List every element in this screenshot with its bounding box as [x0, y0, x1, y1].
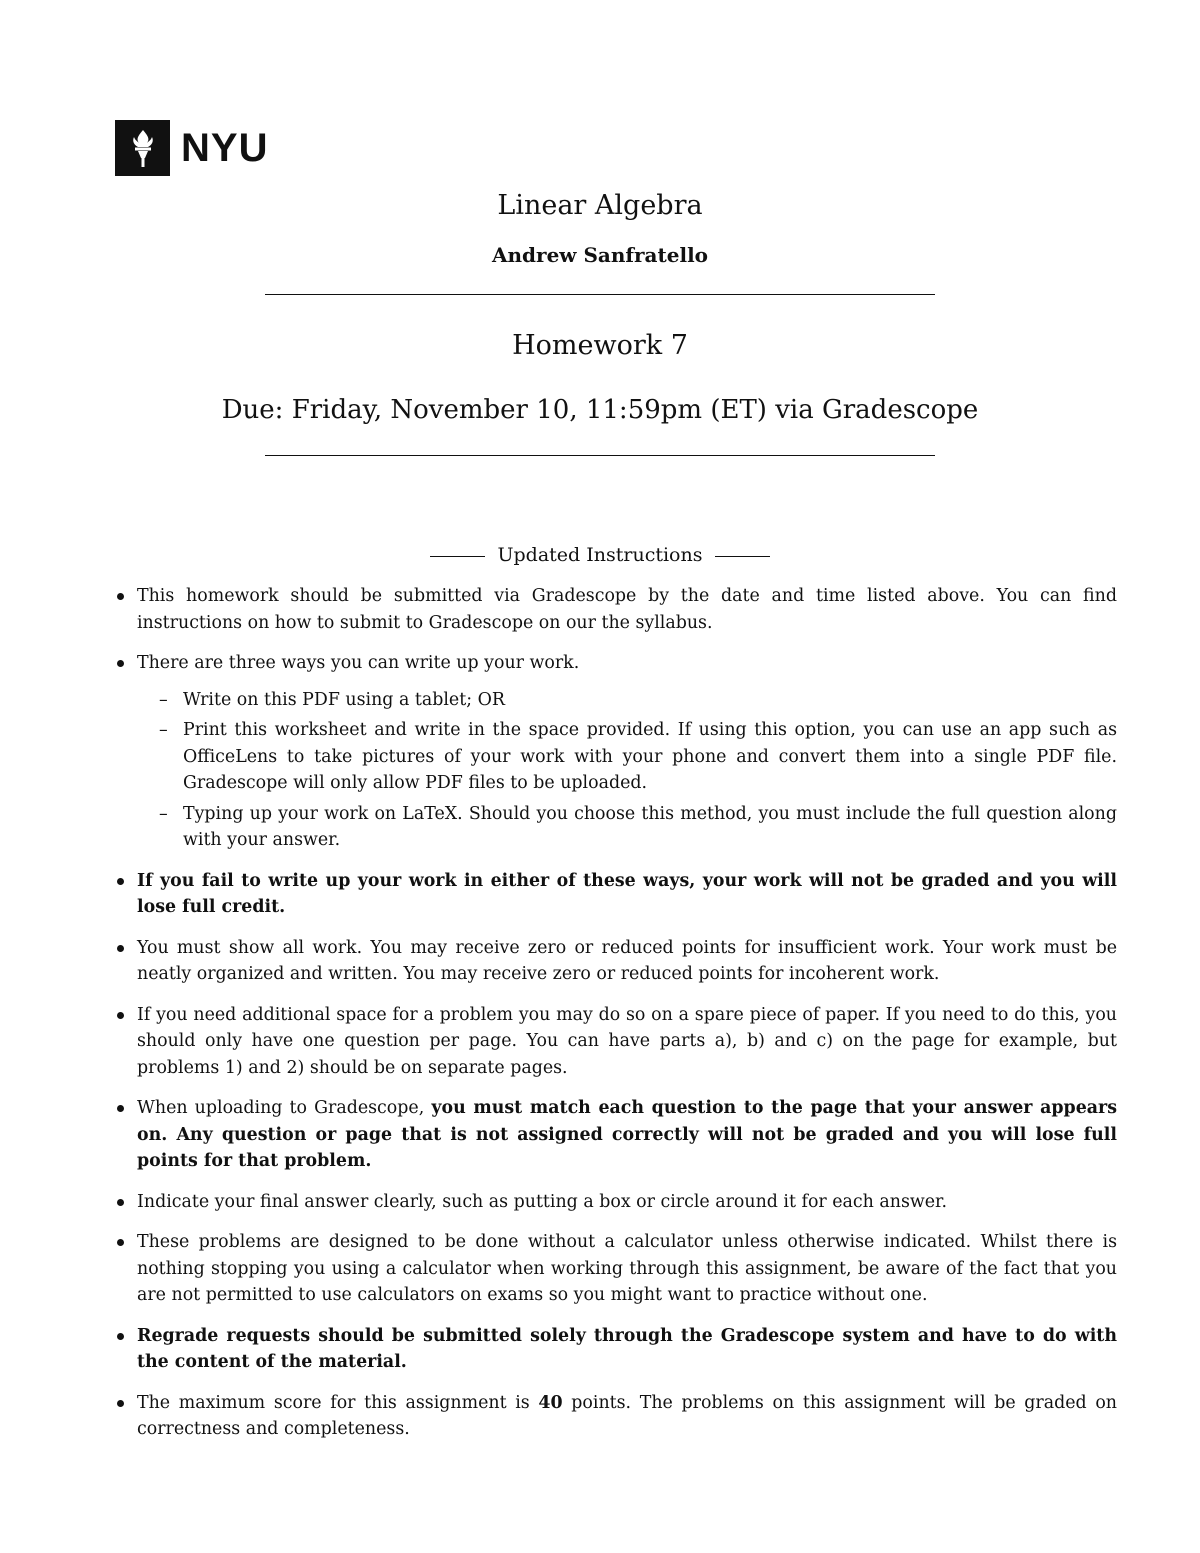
option-print: – Print this worksheet and write in the space provided. If using this option, you can use an app such as OfficeLens to take pictures of your work with your phone and convert them into a single PDF file. Gradescope will only allow PDF files to be uploaded. [137, 717, 1117, 797]
instruction-text: There are three ways you can write up your work. [137, 653, 580, 673]
write-up-options [137, 687, 1117, 854]
instruction-text: These problems are designed to be done without a calculator unless otherwise indicated. Whilst there is nothing stopping you using a calculator when working through this assignment, be aware of the fact that you are not permitted to use calculators on exams so you might want to practice without one. [137, 1232, 1117, 1305]
section-heading [0, 544, 1200, 566]
instruction-show-work [115, 935, 1117, 988]
course-title: Linear Algebra [497, 190, 703, 221]
divider-bottom [265, 455, 935, 456]
option-tablet: – Write on this PDF using a tablet; OR [137, 687, 1117, 714]
homework-title: Homework 7 [512, 330, 688, 361]
instruction-text: The maximum score for this assignment is [137, 1392, 530, 1413]
nyu-logo [115, 120, 268, 176]
instruction-extra-space [115, 1002, 1117, 1082]
instruction-text: If you fail to write up your work in either of these ways, your work will not be graded and you will lose full credit. [137, 870, 1117, 917]
instruction-text: Indicate your final answer clearly, such as putting a box or circle around it for each answer. [137, 1191, 947, 1212]
instruction-final-answer [115, 1189, 1117, 1216]
logo-wordmark: NYU [181, 125, 269, 170]
author-name: Andrew Sanfratello [491, 243, 709, 267]
instruction-max-score [115, 1390, 1117, 1443]
section-title: Updated Instructions [497, 544, 703, 566]
instruction-submission [115, 583, 1117, 636]
instruction-emphasis: you must match each question to the page that your answer appears on. Any question or page that is not assigned correctly will not be graded and you will lose full points for that problem. [137, 1098, 1117, 1171]
instruction-text: This homework should be submitted via Gradescope by the date and time listed above. You can find instructions on how to submit to Gradescope on our the syllabus. [137, 586, 1117, 633]
instruction-text: When uploading to Gradescope, [137, 1098, 425, 1118]
heading-dash-right [715, 556, 770, 557]
instruction-text: You must show all work. You may receive zero or reduced points for insufficient work. Your work must be neatly organized and written. You may receive zero or reduced points for incoherent work. [137, 937, 1117, 984]
instruction-regrade [115, 1323, 1117, 1376]
divider-top [265, 294, 935, 295]
instruction-text: Regrade requests should be submitted solely through the Gradescope system and have to do with the content of the material. [137, 1325, 1117, 1372]
instruction-page-matching [115, 1095, 1117, 1175]
torch-icon [115, 120, 170, 176]
instruction-text: points. The problems on this assignment will be graded on correctness and completeness. [137, 1392, 1117, 1439]
instruction-write-up [115, 650, 1117, 854]
instructions-list [115, 583, 1117, 1457]
instruction-calculator [115, 1229, 1117, 1309]
heading-dash-left [430, 556, 485, 557]
instruction-text: If you need additional space for a problem you may do so on a spare piece of paper. If you need to do this, you should only have one question per page. You can have parts a), b) and c) on the page for example, but problems 1) and 2) should be on separate pages. [137, 1004, 1117, 1078]
option-latex: – Typing up your work on LaTeX. Should you choose this method, you must include the full question along with your answer. [137, 801, 1117, 854]
max-points: 40 [538, 1392, 563, 1413]
instruction-fail-warning [115, 868, 1117, 921]
due-date: Due: Friday, November 10, 11:59pm (ET) via Gradescope [221, 395, 979, 425]
